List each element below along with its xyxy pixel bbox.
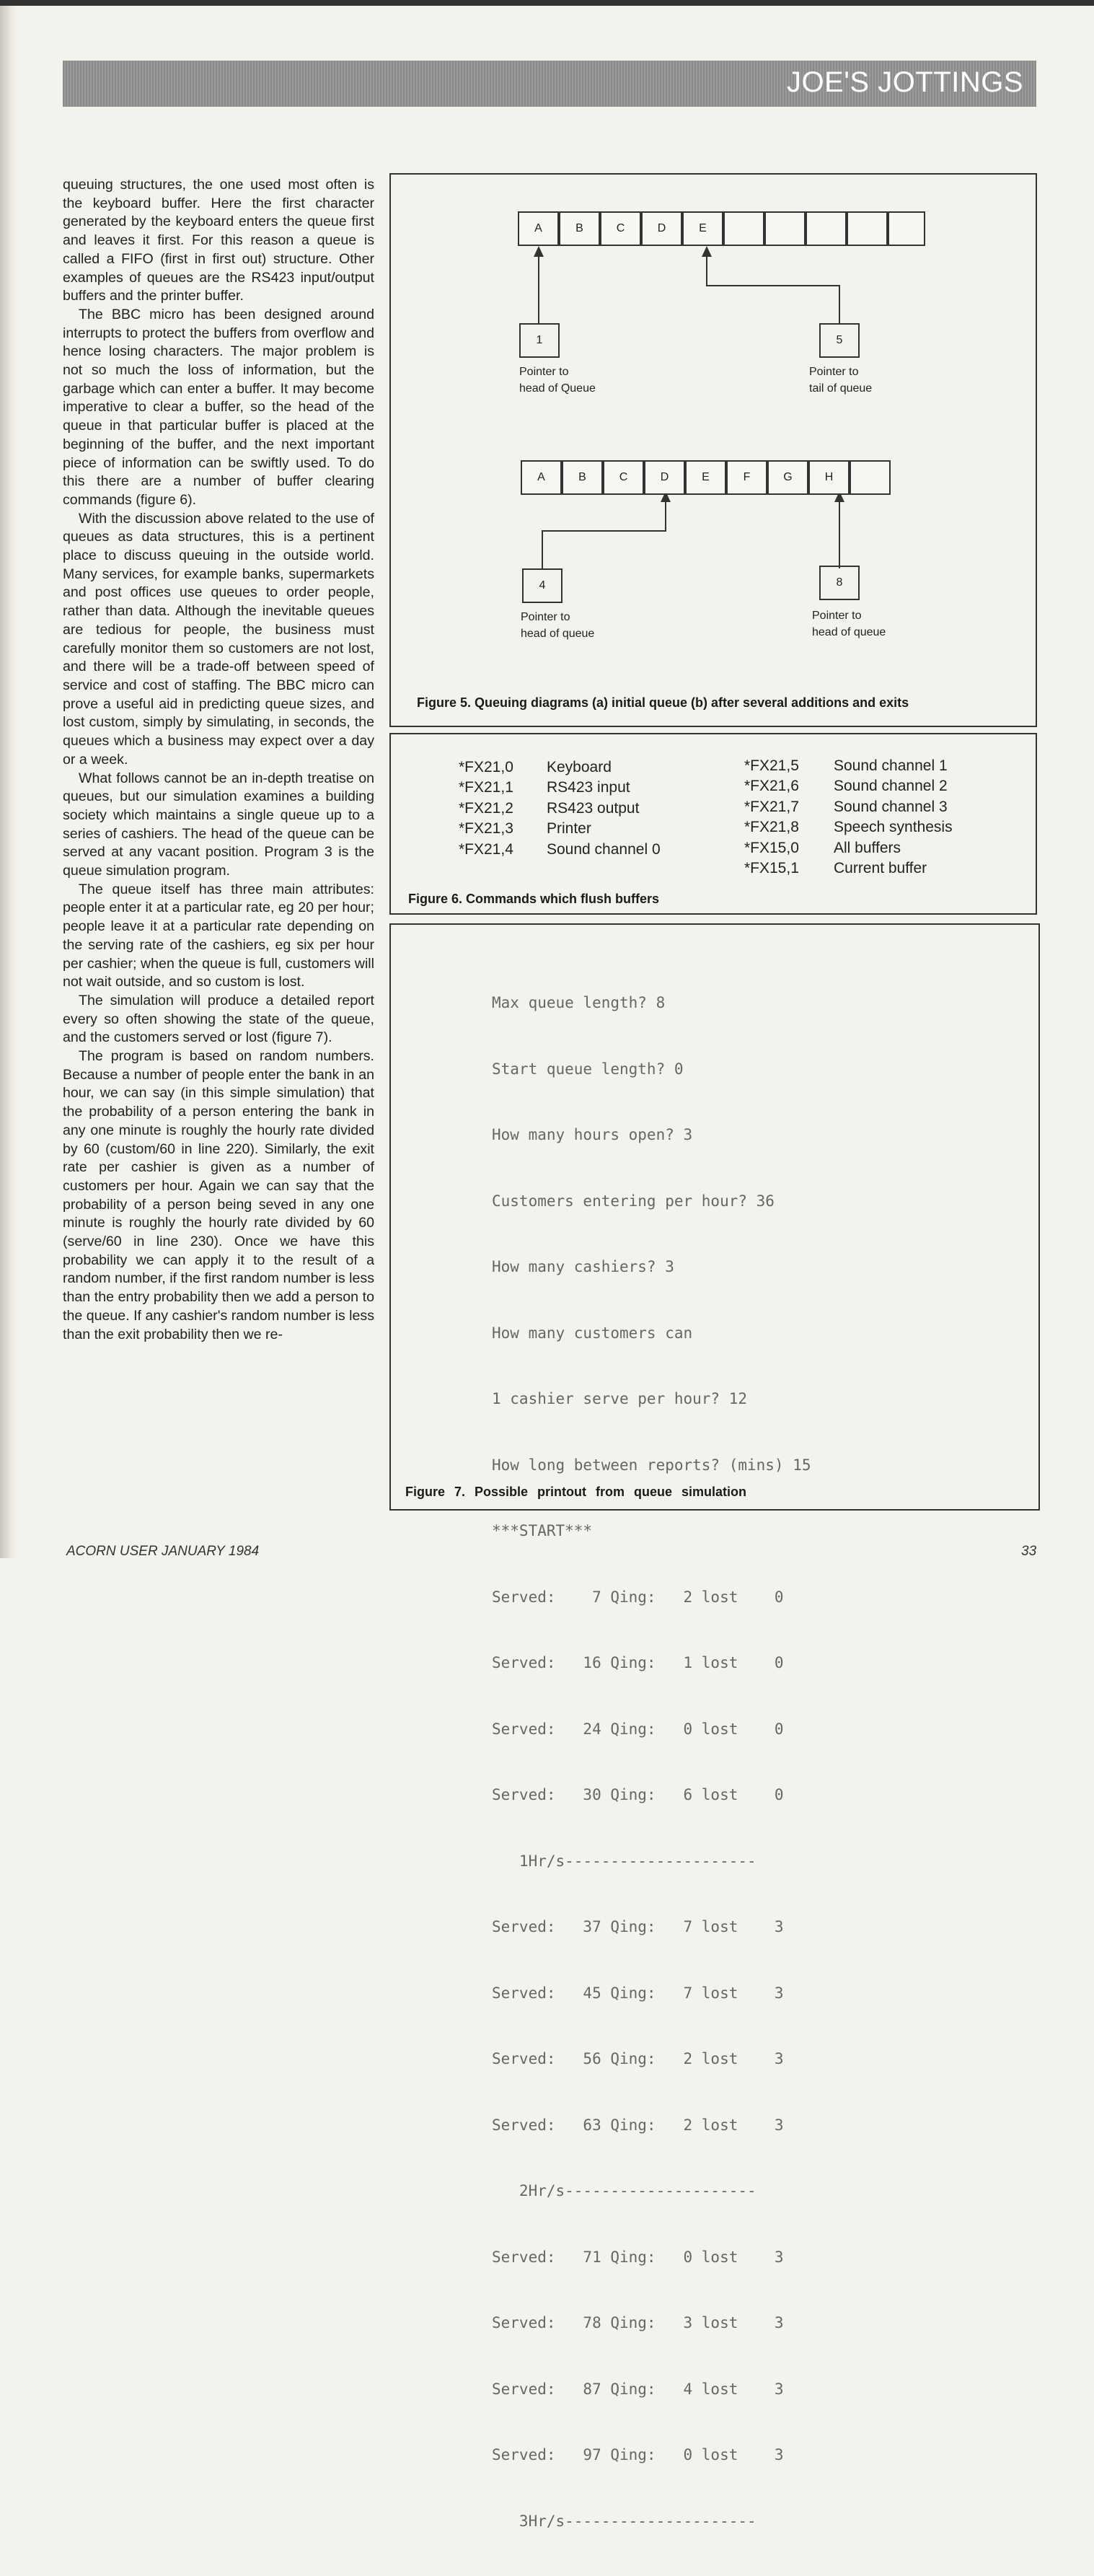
printout-line: Served: 97 Qing: 0 lost 3 [492,2446,784,2463]
printout-line: 2Hr/s--------------------- [492,2182,756,2199]
printout-line: Served: 56 Qing: 2 lost 3 [492,2050,784,2067]
head-pointer-label: Pointer to head of Queue [519,366,596,395]
queue-b-cell: B [562,460,603,495]
queue-b-cell: G [767,460,808,495]
printout-line: How many customers can [492,1324,693,1342]
printout-line: Served: 30 Qing: 6 lost 0 [492,1786,784,1803]
page-spine-shadow [0,0,16,1558]
paragraph: The queue itself has three main attributes: people enter it at a particular rate, eg 20 per hour; people leave it at a particular rate depending on the serving rate of the cashiers, eg six per hour per cashier; when the queue is full, customers will not wait outside, and so custom is lost. [63,881,374,990]
printout-line: Served: 7 Qing: 2 lost 0 [492,1588,784,1606]
figure-6 [389,733,1037,915]
paragraph: queuing structures, the one used most often is the keyboard buffer. Here the first character generated by the keyboard enters the queue first and leaves it first. For this reason a queue is called a FIFO (first in first out) structure. Other examples of queues are the RS423 input/output buffers and the printer buffer. [63,177,374,304]
queue-b-cell: E [685,460,726,495]
printout-line: How long between reports? (mins) 15 [492,1456,811,1474]
queue-b-cell: F [726,460,767,495]
printout-line: Served: 78 Qing: 3 lost 3 [492,2314,784,2331]
queue-a-cell: B [559,211,600,246]
paragraph: The BBC micro has been designed around interrupts to protect the buffers from overflow and hence losing characters. The major problem is not so much the loss of information, but the garbage which can enter a buffer. It may become imperative to clear a buffer, so the head of the queue in that particular buffer is placed at the beginning of the buffer, and the next important piece of information can be swiftly used. To do this there are a number of buffer clearing commands (figure 6). [63,306,374,508]
paragraph: The program is based on random numbers. Because a number of people enter the bank in an hour, we can say (in this simple simulation) that the probability of a person entering the bank in any one minute is roughly the hourly rate divided by 60 (custom/60 in line 220). Similarly, the exit rate per cashier is given as a number of customers per hour. Again we can say that the probability of a person being seved in any one minute is roughly the hourly rate divided by 60 (serve/60 in line 230). Once we have this probability we can apply it to the result of a random number, if the first random number is less than the entry probability then we add a person to the queue. If any cashier's random number is less than the exit probability then we re- [63,1048,374,1342]
paragraph: What follows cannot be an in-depth treatise on queues, but our simulation examines a building society which maintains a single queue up to a series of cashiers. The head of the queue can be served at any vacant position. Program 3 is the queue simulation program. [63,770,374,879]
simulation-printout [492,948,811,2576]
queue-a-cell: A [518,211,559,246]
figure-7 [389,923,1040,2530]
printout-line: Served: 63 Qing: 2 lost 3 [492,2116,784,2134]
command-desc-right: Sound channel 1 Sound channel 2 Sound channel 3 Speech synthesis All buffers Current buffer [834,757,953,877]
printout-line: Served: 16 Qing: 1 lost 0 [492,1654,784,1671]
tail-pointer-box: 8 [819,566,860,600]
figure-7-caption: Figure 7. Possible printout from queue simulation [405,1485,747,1499]
tail-pointer-label: Pointer to tail of queue [809,366,873,395]
queue-b-cell [850,460,891,495]
printout-line: ***START*** [492,1522,593,1539]
printout-line: 3Hr/s--------------------- [492,2512,756,2530]
body-column [63,176,374,1344]
queue-b-cell: A [521,460,562,495]
tail-pointer-box: 5 [819,323,860,358]
printout-line: 1Hr/s--------------------- [492,1852,756,1870]
head-pointer-box: 1 [519,323,560,358]
section-title: JOE'S JOTTINGS [787,66,1023,98]
printout-line: Customers entering per hour? 36 [492,1192,775,1210]
printout-line: How many cashiers? 3 [492,1258,674,1275]
command-list-right: *FX21,5 *FX21,6 *FX21,7 *FX21,8 *FX15,0 *FX15,1 [744,757,799,877]
top-rule [0,0,1094,6]
printout-line: Served: 87 Qing: 4 lost 3 [492,2380,784,2398]
tail-pointer-label: Pointer to head of queue [812,610,886,638]
queue-b-cell: C [603,460,644,495]
printout-line: Served: 37 Qing: 7 lost 3 [492,1918,784,1935]
figure-6-caption: Figure 6. Commands which flush buffers [408,892,660,906]
paragraph: With the discussion above related to the use of queues as data structures, this is a pertinent place to discuss queuing in the outside world. Many services, for example banks, supermarkets and post offices use queues to order people, rather than data. Although the inevitable queues are tedious for people, the business must carefully monitor them so customers are not lost, and there will be a trade-off between speed of service and cost of staffing. The BBC micro can prove a useful aid in predicting queue sizes, and lost custom, simply by simulating, in seconds, the queues which a business may expect over a day or a week. [63,510,374,768]
queue-b-cell: H [808,460,850,495]
head-pointer-label: Pointer to head of queue [521,611,595,640]
queue-a-cell: D [641,211,682,246]
printout-line: Start queue length? 0 [492,1060,684,1078]
printout-line: Max queue length? 8 [492,994,666,1011]
queue-a-arrows [391,175,1033,723]
printout-line: 1 cashier serve per hour? 12 [492,1390,748,1407]
command-list-left: *FX21,0 *FX21,1 *FX21,2 *FX21,3 *FX21,4 [459,759,513,858]
queue-b-cell: D [644,460,685,495]
head-pointer-box: 4 [522,568,563,603]
printout-line: Served: 24 Qing: 0 lost 0 [492,1720,784,1738]
queue-a-cell: C [600,211,641,246]
figure-5-caption: Figure 5. Queuing diagrams (a) initial queue (b) after several additions and exits [417,695,909,710]
section-header [63,61,1036,107]
printout-line: How many hours open? 3 [492,1126,693,1143]
command-desc-left: Keyboard RS423 input RS423 output Printer Sound channel 0 [547,759,661,858]
page-number: 33 [1021,1544,1037,1559]
paragraph: The simulation will produce a detailed report every so often showing the state of the queue, and the customers served or lost (figure 7). [63,992,374,1046]
footer-publication: ACORN USER JANUARY 1984 [66,1544,260,1559]
figure-5 [389,173,1037,727]
printout-line: Served: 71 Qing: 0 lost 3 [492,2248,784,2266]
queue-a-cell: E [682,211,723,246]
printout-line: Served: 45 Qing: 7 lost 3 [492,1984,784,2002]
